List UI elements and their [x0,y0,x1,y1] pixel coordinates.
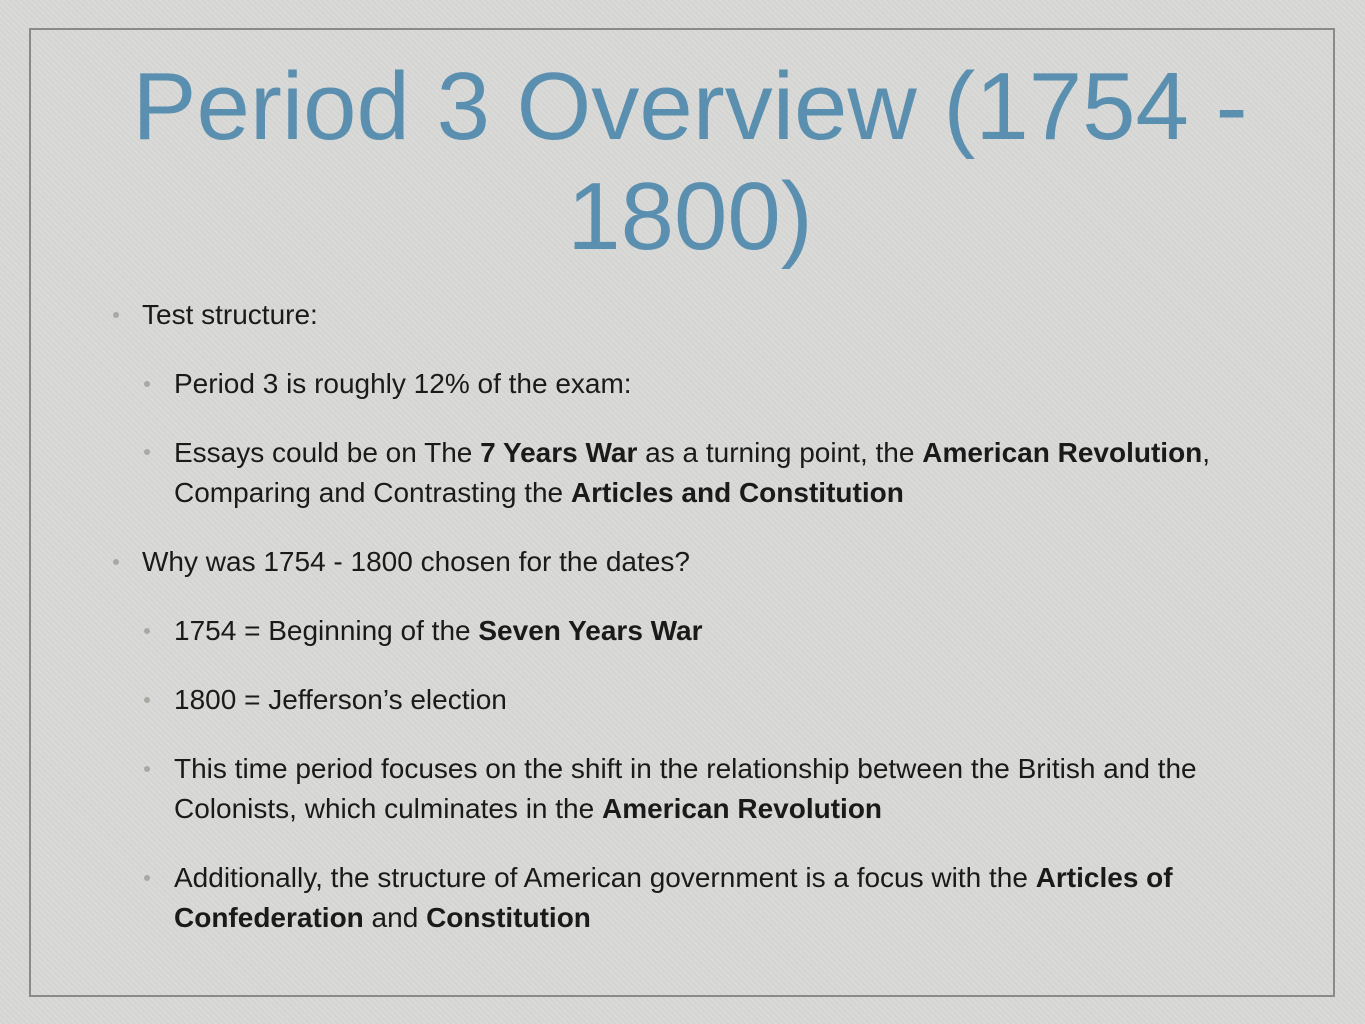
emphasis-text: Articles and Constitution [570,477,904,508]
list-item [174,858,1254,938]
item-text: Why was 1754 - 1800 chosen for the dates? [142,546,690,577]
bullet-icon [113,559,119,565]
emphasis-text: American Revolution [601,793,883,824]
item-text: Period 3 is roughly 12% of the exam: [174,368,632,399]
bullet-icon [113,312,119,318]
item-text: and [363,902,427,933]
list-item [174,364,1254,404]
slide-title: Period 3 Overview (1754 - 1800) [132,53,1248,270]
item-text: as a turning point, the [637,437,923,468]
emphasis-text: American Revolution [922,437,1203,468]
item-text: 1800 = Jefferson’s election [174,684,507,715]
bullet-icon [144,766,150,772]
bullet-icon [144,628,150,634]
bullet-icon [144,449,150,455]
list-item [174,611,1254,651]
bullet-icon [144,875,150,881]
list-item [174,749,1254,829]
list-item [174,680,1254,720]
item-text: Essays could be on The [174,437,481,468]
item-text: 1754 = Beginning of the [174,615,479,646]
list-item [174,433,1254,513]
item-text: This time period focuses on the shift in the relationship between the British and the Colonists, which culminates in the [174,753,1197,824]
item-text: , Comparing and Contrasting the [174,437,1211,508]
list-item [142,542,690,582]
emphasis-text: Constitution [426,902,591,933]
bullet-icon [144,381,150,387]
item-text: Test structure: [142,299,318,330]
list-item [142,295,318,335]
bullet-icon [144,697,150,703]
emphasis-text: Articles of Confederation [174,862,1173,933]
item-text: Additionally, the structure of American government is a focus with the [174,862,1036,893]
emphasis-text: 7 Years War [480,437,638,468]
emphasis-text: Seven Years War [478,615,703,646]
